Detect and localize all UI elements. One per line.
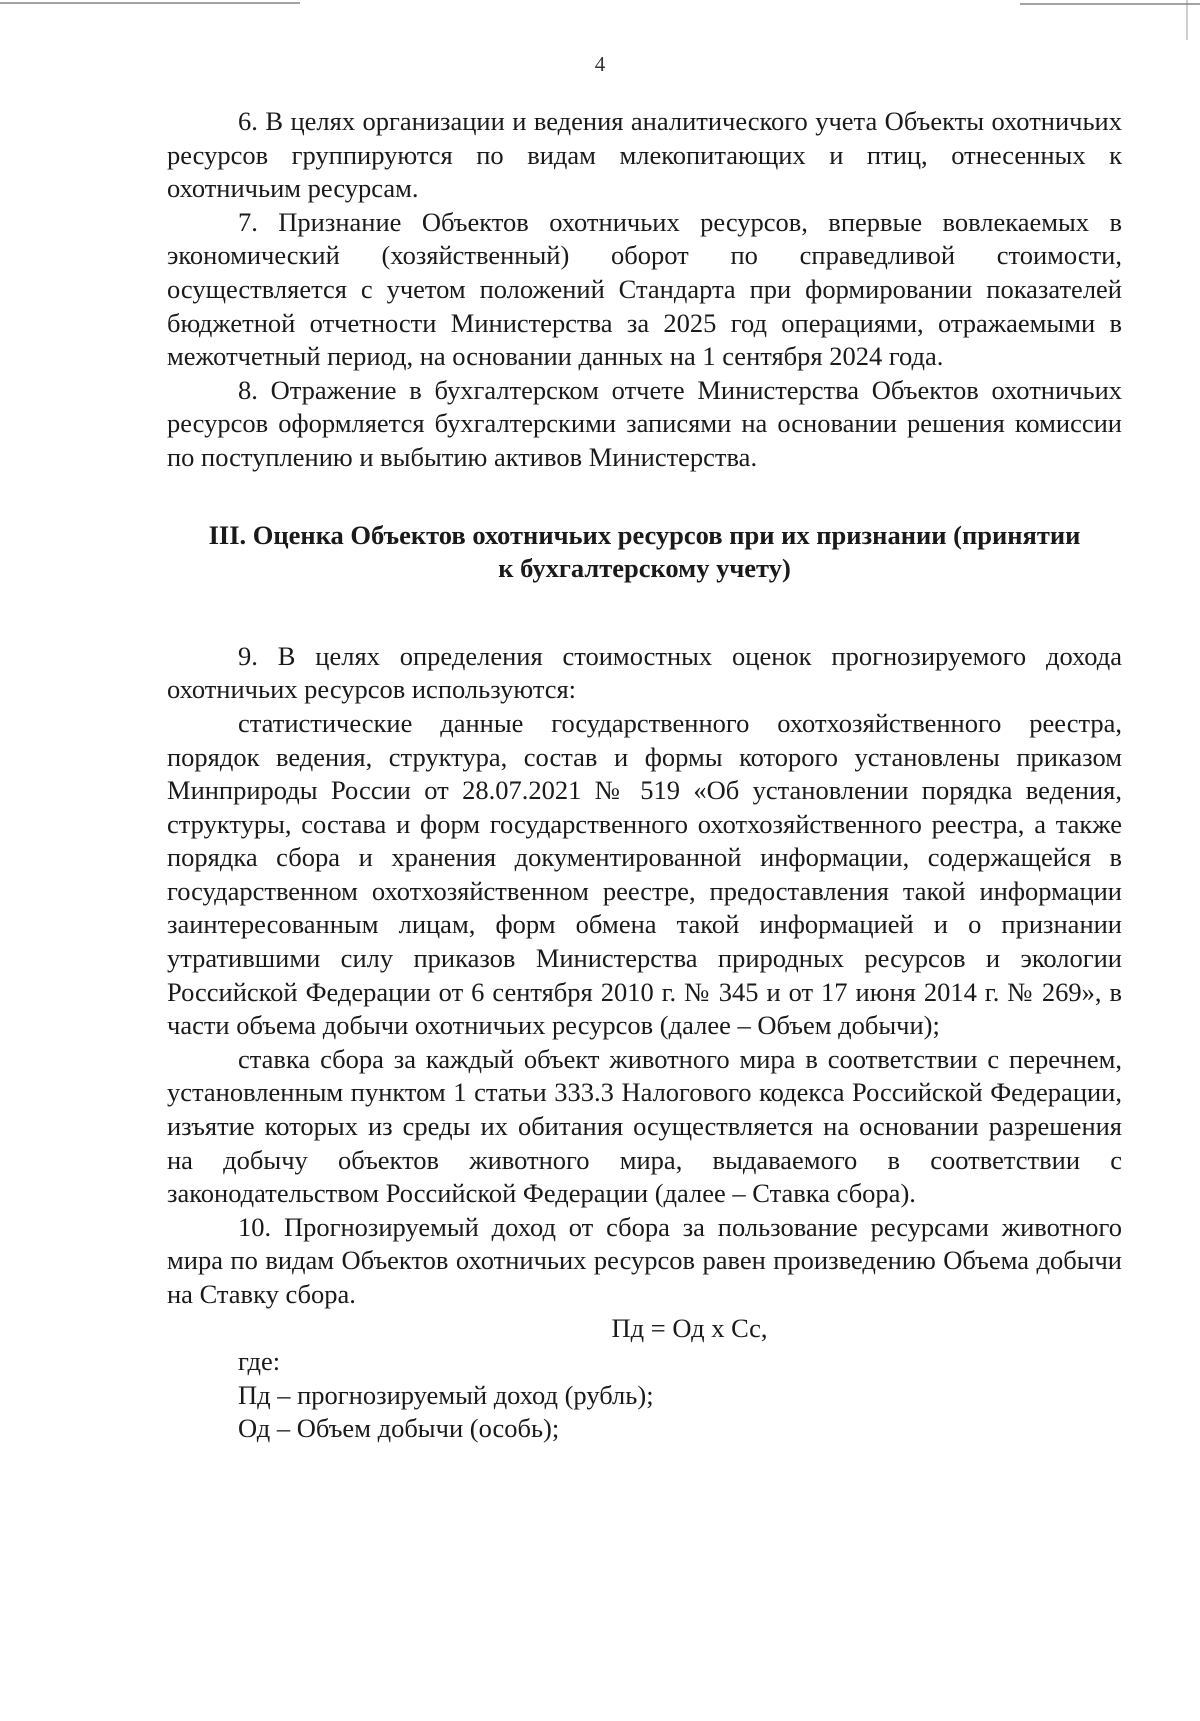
definition-od: Од – Объем добычи (особь); xyxy=(238,1413,560,1444)
scan-edge-line xyxy=(1020,3,1200,5)
definition-where: где: xyxy=(238,1346,281,1377)
paragraph-10: 10. Прогнозируемый доход от сбора за пользование ресурсами животного мира по видам Объектов охотничьих ресурсов равен произведению Объема добычи на Ставку сбора. xyxy=(167,1211,1122,1309)
scan-edge-line xyxy=(0,2,300,4)
paragraph-9-item-statistics: статистические данные государственного охотхозяйственного реестра, порядок ведения, структура, состав и формы которого установлены приказом Минприроды России от 28.07.2021 № 519 «Об установлении порядка ведения, структуры, состава и форм государственного охотхозяйственного реестра, а также порядка сбора и хранения документированной информации, содержащейся в государственном охотхозяйственном реестре, предоставления такой информации заинтересованным лицам, форм обмена такой информацией и о признании утратившими силу приказов Министерства природных ресурсов и экологии Российской Федерации от 6 сентября 2010 г. № 345 и от 17 июня 2014 г. № 269», в части объема добычи охотничьих ресурсов (далее – Объем добычи); xyxy=(167,707,1122,1041)
section-heading-line-1: III. Оценка Объектов охотничьих ресурсов при их признании (принятии xyxy=(208,519,1081,550)
document-body xyxy=(167,105,1122,1446)
paragraph-7: 7. Признание Объектов охотничьих ресурсов, впервые вовлекаемых в экономический (хозяйственный) оборот по справедливой стоимости, осуществляется с учетом положений Стандарта при формировании показателей бюджетной отчетности Министерства за 2025 год операциями, отражаемыми в межотчетный период, на основании данных на 1 сентября 2024 года. xyxy=(167,206,1122,372)
definition-pd: Пд – прогнозируемый доход (рубль); xyxy=(238,1379,654,1410)
page-number: 4 xyxy=(594,52,606,76)
paragraph-9-item-rate: ставка сбора за каждый объект животного мира в соответствии с перечнем, установленным пунктом 1 статьи 333.3 Налогового кодекса Российской Федерации, изъятие которых из среды их обитания осуществляется на основании разрешения на добычу объектов животного мира, выдаваемого в соответствии с законодательством Российской Федерации (далее – Ставка сбора). xyxy=(167,1043,1122,1209)
paragraph-6: 6. В целях организации и ведения аналитического учета Объекты охотничьих ресурсов группируются по видам млекопитающих и птиц, отнесенных к охотничьим ресурсам. xyxy=(167,106,1122,204)
section-heading-line-2: к бухгалтерскому учету) xyxy=(498,553,791,584)
paragraph-9: 9. В целях определения стоимостных оценок прогнозируемого дохода охотничьих ресурсов используются: xyxy=(167,640,1122,705)
formula: Пд = Од х Сс, xyxy=(611,1312,768,1343)
paragraph-8: 8. Отражение в бухгалтерском отчете Министерства Объектов охотничьих ресурсов оформляется бухгалтерскими записями на основании решения комиссии по поступлению и выбытию активов Министерства. xyxy=(167,374,1122,472)
scan-edge-line xyxy=(1186,0,1188,40)
